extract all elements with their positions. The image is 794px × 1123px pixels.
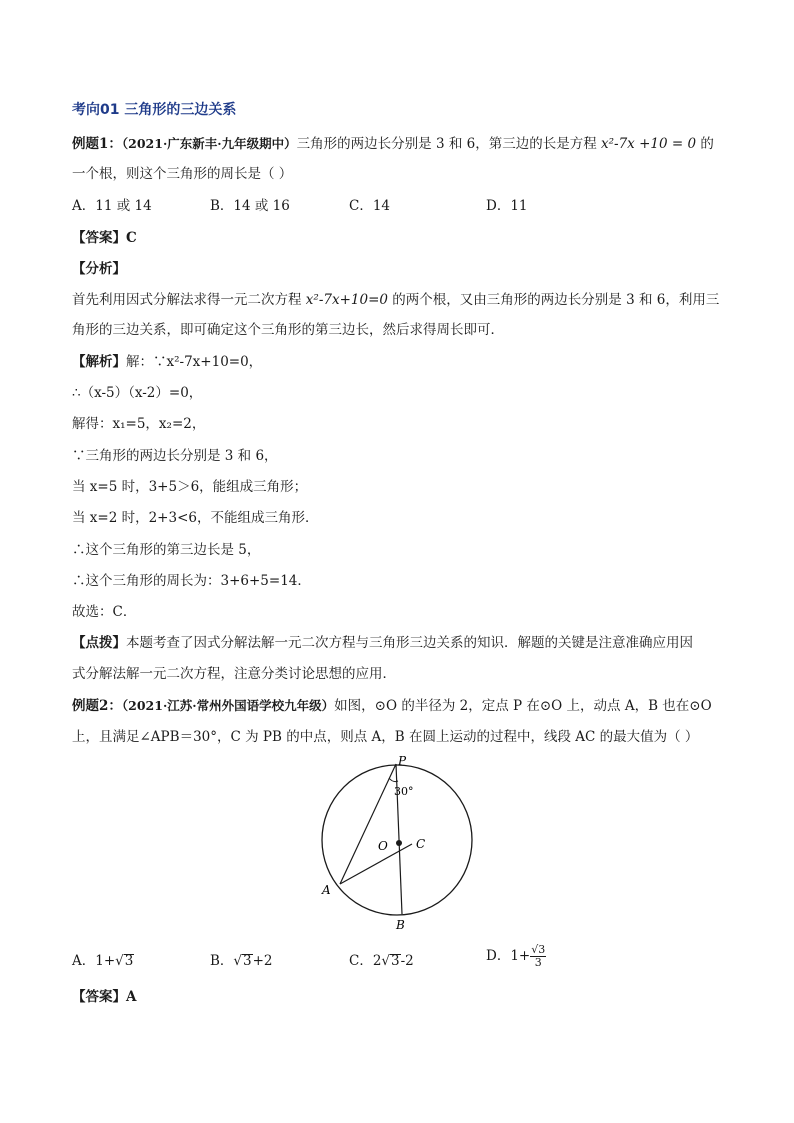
ex2-option-d-prefix: D．1+ <box>486 948 531 964</box>
ex2-stem-text-1: 如图，⊙O 的半径为 2，定点 P 在⊙O 上，动点 A，B 也在⊙O <box>334 698 712 714</box>
ex2-option-d <box>486 944 546 969</box>
ex2-answer <box>72 988 136 1006</box>
ex1-stem-line2: 一个根，则这个三角形的周长是（ ） <box>72 166 293 182</box>
circle-geometry-figure <box>316 754 478 930</box>
ex2-label: 例题2： <box>72 698 122 714</box>
ex1-option-b: B．14 或 16 <box>210 198 290 214</box>
label-angle: 30° <box>394 785 414 798</box>
ex1-stem-a: 三角形的两边长分别是 3 和 6，第三边的长是方程 <box>296 136 601 152</box>
sqrt-sign: √ <box>115 953 124 969</box>
section-heading: 考向01 三角形的三边关系 <box>72 102 237 118</box>
ex1-equation: x²-7x +10 = 0 <box>601 136 697 152</box>
ex2-answer-value: A <box>126 989 137 1005</box>
ex1-stem-b: 的 <box>696 136 714 152</box>
ex2-option-a-radicand: 3 <box>124 953 134 969</box>
ex2-option-c-prefix: C．2 <box>349 953 382 969</box>
label-b: B <box>396 918 405 930</box>
ex1-comment-line1 <box>72 634 693 652</box>
ex1-solution-step-2: ∴（x-5）（x-2）=0， <box>72 385 203 401</box>
ex1-solution-step-5: 当 x=5 时，3+5＞6，能组成三角形； <box>72 479 308 495</box>
ex2-option-c-suffix: -2 <box>400 953 414 969</box>
ex2-stem-line2: 上，且满足∠APB＝30°，C 为 PB 的中点，则点 A，B 在圆上运动的过程中，线段 AC 的最大值为（ ） <box>72 729 699 745</box>
ex1-solution-step-9: 故选：C． <box>72 604 137 620</box>
ex1-source: （2021·广东新丰·九年级期中） <box>121 136 297 151</box>
ex1-option-d: D．11 <box>486 198 528 214</box>
segment-pa <box>340 764 396 884</box>
ex1-label: 例题1： <box>72 136 122 152</box>
label-a: A <box>322 883 331 897</box>
ex1-solution-step-3: 解得：x₁=5，x₂=2， <box>72 416 206 432</box>
segment-ac <box>340 844 412 884</box>
ex1-solution-step-8: ∴这个三角形的周长为：3+6+5=14． <box>72 573 311 589</box>
label-p: P <box>398 754 407 768</box>
ex2-option-d-numerator: √3 <box>531 943 546 956</box>
ex2-option-a <box>72 952 134 970</box>
ex1-comment-text-1: 本题考查了因式分解法解一元二次方程与三角形三边关系的知识．解题的关键是注意准确应用因 <box>126 635 693 651</box>
ex2-option-b <box>210 952 273 970</box>
ex1-solution-step-1: 解：∵x²-7x+10=0， <box>126 354 263 370</box>
ex1-option-a: A．11 或 14 <box>72 198 152 214</box>
ex2-stem-line1 <box>72 697 712 715</box>
ex1-answer <box>72 229 137 247</box>
ex2-option-b-radicand: 3 <box>243 953 252 969</box>
ex2-option-b-suffix: +2 <box>252 953 273 969</box>
ex1-solution-step-7: ∴这个三角形的第三边长是 5， <box>72 542 261 558</box>
ex1-analysis-text-a: 首先利用因式分解法求得一元二次方程 <box>72 292 306 308</box>
label-o: O <box>378 839 388 853</box>
ex1-solution-label: 【解析】 <box>72 354 126 370</box>
ex2-option-a-prefix: A．1+ <box>72 953 116 969</box>
sqrt-sign: √ <box>233 953 243 969</box>
label-c: C <box>416 837 426 851</box>
ex1-comment-label: 【点拨】 <box>72 635 126 651</box>
ex1-solution-line1 <box>72 353 262 371</box>
ex1-solution-step-6: 当 x=2 时，2+3<6，不能组成三角形． <box>72 510 319 526</box>
ex2-option-c <box>349 952 414 970</box>
sqrt-sign: √ <box>381 953 391 969</box>
ex2-source: （2021·江苏·常州外国语学校九年级） <box>121 698 335 713</box>
ex1-analysis-equation: x²-7x+10=0 <box>305 292 388 308</box>
ex2-answer-label: 【答案】 <box>72 989 126 1005</box>
ex2-option-d-denominator: 3 <box>534 956 542 969</box>
ex2-option-d-fraction <box>530 944 546 969</box>
ex1-comment-line2: 式分解法解一元二次方程，注意分类讨论思想的应用． <box>72 666 396 682</box>
ex1-option-c: C．14 <box>349 198 391 214</box>
ex1-solution-step-4: ∵三角形的两边长分别是 3 和 6， <box>72 448 278 464</box>
ex1-analysis-line2: 角形的三边关系，即可确定这个三角形的第三边长，然后求得周长即可． <box>72 322 504 338</box>
center-dot <box>396 840 402 846</box>
ex1-answer-label: 【答案】 <box>72 230 126 246</box>
ex2-option-b-prefix: B． <box>210 953 234 969</box>
ex1-stem-line1 <box>72 135 714 153</box>
ex1-analysis-line1 <box>72 291 719 309</box>
ex1-analysis-label: 【分析】 <box>72 261 126 277</box>
ex1-analysis-text-b: 的两个根，又由三角形的两边长分别是 3 和 6，利用三 <box>387 292 720 308</box>
ex2-option-c-radicand: 3 <box>391 953 400 969</box>
ex1-answer-value: C <box>126 230 137 246</box>
